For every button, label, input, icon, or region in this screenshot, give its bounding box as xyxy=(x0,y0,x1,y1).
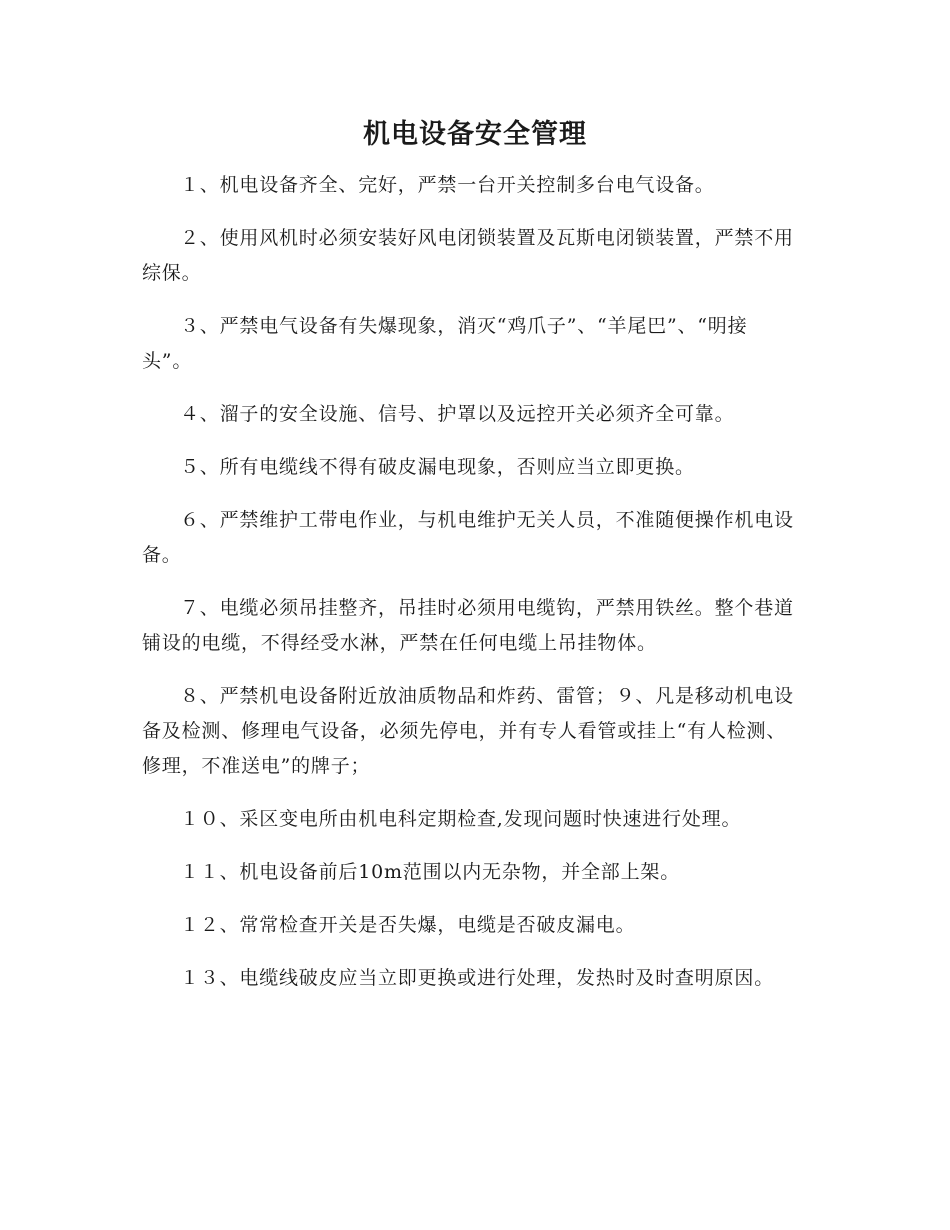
paragraph-5: ５、所有电缆线不得有破皮漏电现象，否则应当立即更换。 xyxy=(180,456,695,478)
paragraph-4: ４、溜子的安全设施、信号、护罩以及远控开关必须齐全可靠。 xyxy=(180,403,735,425)
paragraph-12: １２、常常检查开关是否失爆，电缆是否破皮漏电。 xyxy=(180,914,636,936)
paragraph-3: ３、严禁电气设备有失爆现象，消灭“鸡爪子”、“羊尾巴”、“明接头”。 xyxy=(142,315,748,372)
paragraph-7: ７、电缆必须吊挂整齐，吊挂时必须用电缆钩，严禁用铁丝。整个巷道铺设的电缆，不得经受水淋，严禁在任何电缆上吊挂物体。 xyxy=(142,597,794,654)
paragraph-13: １３、电缆线破皮应当立即更换或进行处理，发热时及时查明原因。 xyxy=(180,967,775,989)
paragraph-11: １１、机电设备前后10m范围以内无杂物，并全部上架。 xyxy=(180,861,680,883)
paragraph-2: ２、使用风机时必须安装好风电闭锁装置及瓦斯电闭锁装置，严禁不用综保。 xyxy=(142,227,794,284)
paragraph-10: １０、采区变电所由机电科定期检查,发现问题时快速进行处理。 xyxy=(180,808,742,830)
document-title: 机电设备安全管理 xyxy=(363,119,587,150)
paragraph-1: １、机电设备齐全、完好，严禁一台开关控制多台电气设备。 xyxy=(180,174,715,196)
document-body xyxy=(142,168,797,1014)
paragraph-8: ８、严禁机电设备附近放油质物品和炸药、雷管；９、凡是移动机电设备及检测、修理电气设备，必须先停电，并有专人看管或挂上“有人检测、修理，不准送电”的牌子； xyxy=(142,685,794,777)
paragraph-6: ６、严禁维护工带电作业，与机电维护无关人员，不准随便操作机电设备。 xyxy=(142,509,794,566)
